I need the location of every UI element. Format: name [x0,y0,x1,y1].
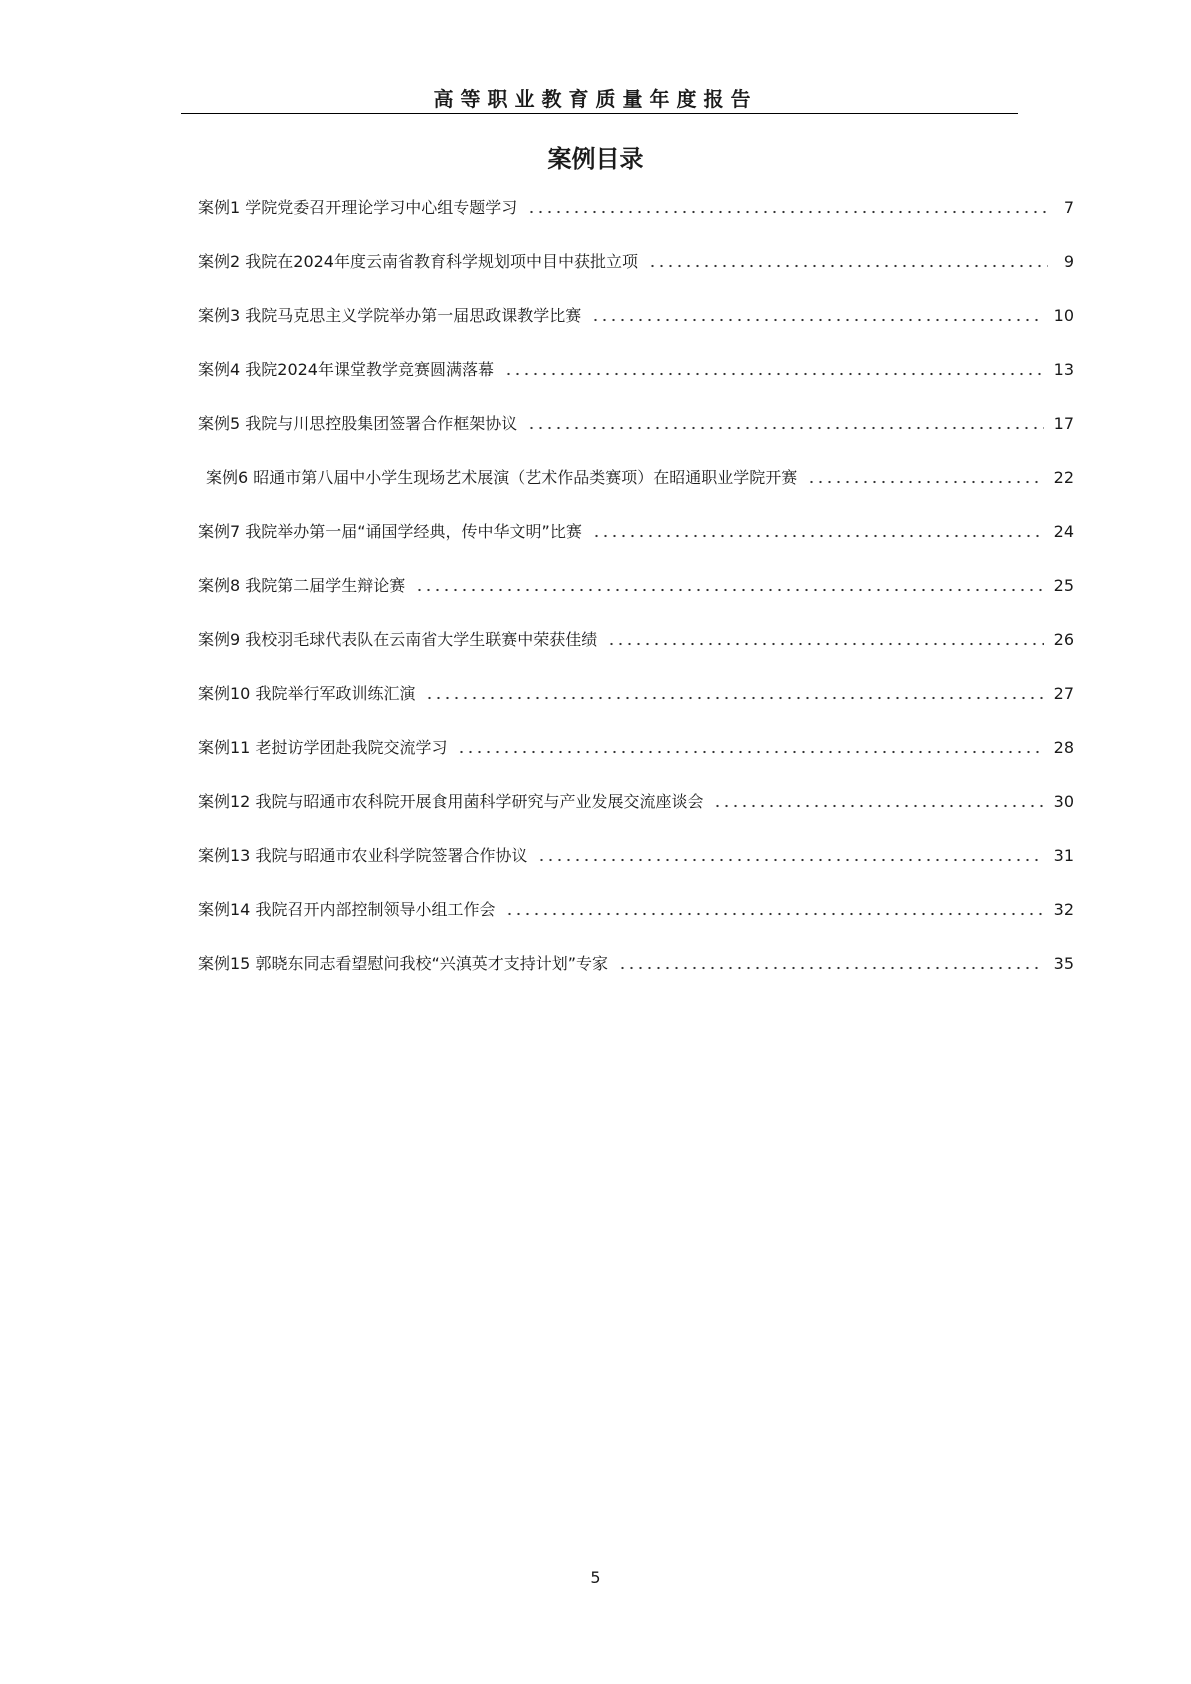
case-toc-list [198,196,1074,1006]
toc-entry-label: 案例10 我院举行军政训练汇演 [198,684,416,703]
toc-entry-page: 25 [1053,576,1074,595]
toc-entry-page: 17 [1053,414,1074,433]
toc-entry-case-4[interactable] [198,358,1074,412]
toc-entry-page: 30 [1053,792,1074,811]
toc-entry-page: 31 [1053,846,1074,865]
toc-entry-label: 案例4 我院2024年课堂教学竞赛圆满落幕 [198,360,494,379]
toc-entry-page: 32 [1053,900,1074,919]
toc-entry-case-7[interactable] [198,520,1074,574]
toc-entry-page: 7 [1063,198,1074,217]
toc-entry-page: 28 [1053,738,1074,757]
dot-leader [504,358,1044,376]
toc-entry-label: 案例9 我校羽毛球代表队在云南省大学生联赛中荣获佳绩 [198,630,598,649]
dot-leader [618,952,1044,970]
toc-entry-case-6[interactable] [198,466,1074,520]
toc-entry-page: 27 [1053,684,1074,703]
toc-entry-label: 案例1 学院党委召开理论学习中心组专题学习 [198,198,518,217]
toc-entry-case-11[interactable] [198,736,1074,790]
dot-leader [457,736,1043,754]
toc-entry-page: 35 [1053,954,1074,973]
toc-entry-page: 26 [1053,630,1074,649]
running-header: 高等职业教育质量年度报告 [433,87,758,111]
toc-entry-label: 案例15 郭晓东同志看望慰问我校“兴滇英才支持计划”专家 [198,954,609,973]
toc-entry-label: 案例14 我院召开内部控制领导小组工作会 [198,900,496,919]
page-number: 5 [590,1568,601,1587]
toc-entry-case-2[interactable] [198,250,1074,304]
toc-entry-label: 案例5 我院与川思控股集团签署合作框架协议 [198,414,518,433]
toc-entry-case-12[interactable] [198,790,1074,844]
dot-leader [415,574,1043,592]
toc-entry-case-14[interactable] [198,898,1074,952]
dot-leader [807,466,1043,484]
toc-entry-page: 9 [1063,252,1074,271]
dot-leader [607,628,1043,646]
toc-entry-case-9[interactable] [198,628,1074,682]
toc-entry-page: 10 [1053,306,1074,325]
toc-entry-label: 案例7 我院举办第一届“诵国学经典，传中华文明”比赛 [198,522,582,541]
header-rule [181,113,1018,114]
toc-entry-case-5[interactable] [198,412,1074,466]
toc-entry-label: 案例8 我院第二届学生辩论赛 [198,576,406,595]
dot-leader [537,844,1043,862]
toc-entry-case-10[interactable] [198,682,1074,736]
dot-leader [425,682,1043,700]
toc-title: 案例目录 [547,145,644,173]
dot-leader [713,790,1043,808]
dot-leader [591,304,1043,322]
dot-leader [527,196,1048,214]
toc-entry-label: 案例3 我院马克思主义学院举办第一届思政课教学比赛 [198,306,582,325]
dot-leader [527,412,1043,430]
toc-entry-label: 案例11 老挝访学团赴我院交流学习 [198,738,448,757]
dot-leader [648,250,1048,268]
toc-entry-case-3[interactable] [198,304,1074,358]
toc-entry-label: 案例6 昭通市第八届中小学生现场艺术展演（艺术作品类赛项）在昭通职业学院开赛 [206,468,798,487]
toc-entry-page: 13 [1053,360,1074,379]
toc-entry-case-1[interactable] [198,196,1074,250]
dot-leader [592,520,1044,538]
toc-entry-case-15[interactable] [198,952,1074,1006]
toc-entry-case-13[interactable] [198,844,1074,898]
toc-entry-label: 案例13 我院与昭通市农业科学院签署合作协议 [198,846,528,865]
toc-entry-label: 案例2 我院在2024年度云南省教育科学规划项中目中获批立项 [198,252,638,271]
toc-entry-label: 案例12 我院与昭通市农科院开展食用菌科学研究与产业发展交流座谈会 [198,792,704,811]
toc-entry-page: 24 [1053,522,1074,541]
dot-leader [505,898,1043,916]
toc-entry-case-8[interactable] [198,574,1074,628]
toc-entry-page: 22 [1053,468,1074,487]
